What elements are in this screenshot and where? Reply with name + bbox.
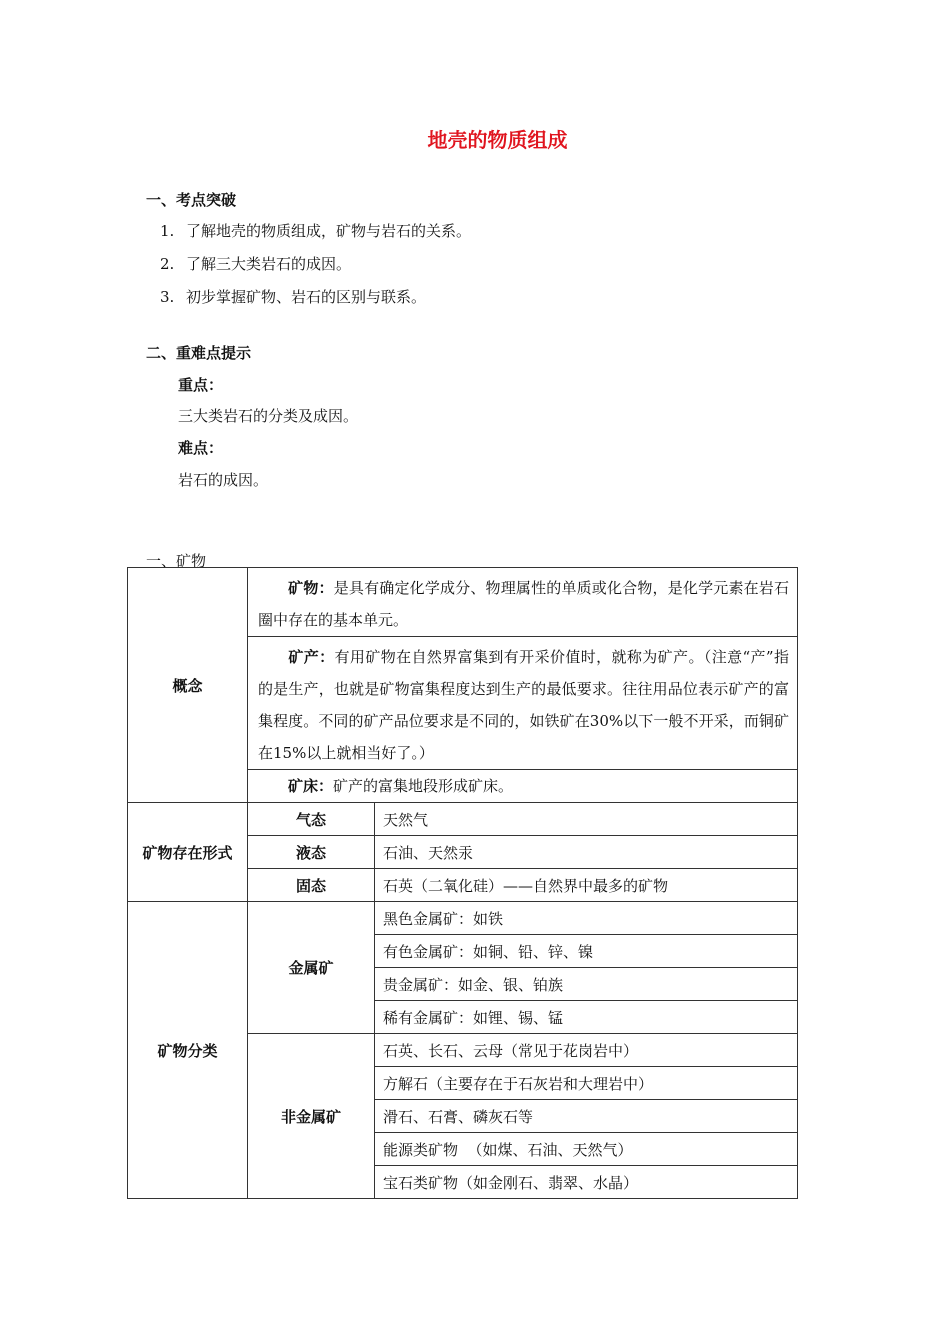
deposit-definition-text: 矿产的富集地段形成矿床。 (333, 777, 514, 795)
mineral-term: 矿物： (288, 579, 334, 597)
state-gas: 气态 (248, 803, 375, 836)
list-number: 1. (160, 222, 175, 240)
table-row (128, 902, 798, 935)
metal-ore-item: 有色金属矿：如铜、铅、锌、镍 (375, 935, 798, 968)
mineral-definition (248, 568, 798, 637)
metal-ore-item: 贵金属矿：如金、银、铂族 (375, 968, 798, 1001)
forms-label: 矿物存在形式 (128, 803, 248, 902)
table-row (128, 803, 798, 836)
list-number: 2. (160, 255, 175, 273)
list-text: 初步掌握矿物、岩石的区别与联系。 (186, 288, 427, 306)
mineral-definition-text: 是具有确定化学成分、物理属性的单质或化合物，是化学元素在岩石圈中存在的基本单元。 (258, 579, 789, 629)
difficult-point-text: 岩石的成因。 (178, 471, 269, 489)
deposit-definition (248, 770, 798, 803)
list-text: 了解地壳的物质组成，矿物与岩石的关系。 (186, 222, 472, 240)
state-solid: 固态 (248, 869, 375, 902)
ore-definition (248, 637, 798, 770)
difficult-point-label: 难点： (178, 439, 224, 457)
table-caption: 一、矿物 (146, 552, 207, 570)
key-point-label: 重点： (178, 376, 224, 394)
ore-term: 矿产： (288, 648, 335, 666)
state-liquid-value: 石油、天然汞 (375, 836, 798, 869)
list-item (160, 220, 471, 241)
list-item (160, 253, 351, 274)
state-liquid: 液态 (248, 836, 375, 869)
nonmetal-ore-label: 非金属矿 (248, 1034, 375, 1199)
table-row (128, 568, 798, 637)
list-text: 了解三大类岩石的成因。 (186, 255, 352, 273)
concept-label: 概念 (128, 568, 248, 803)
classification-label: 矿物分类 (128, 902, 248, 1199)
ore-definition-text: 有用矿物在自然界富集到有开采价值时，就称为矿产。（注意“产”指的是生产，也就是矿物富集程度达到生产的最低要求。往往用品位表示矿产的富集程度。不同的矿产品位要求是不同的，如铁矿在30%以下一般不开采，而铜矿在15%以上就相当好了。） (258, 648, 789, 762)
nonmetal-ore-item: 宝石类矿物（如金刚石、翡翠、水晶） (375, 1166, 798, 1199)
metal-ore-item: 黑色金属矿：如铁 (375, 902, 798, 935)
metal-ore-item: 稀有金属矿：如锂、锡、锰 (375, 1001, 798, 1034)
deposit-term: 矿床： (288, 777, 334, 795)
nonmetal-ore-item: 方解石（主要存在于石灰岩和大理岩中） (375, 1067, 798, 1100)
section-heading-exam-points: 一、考点突破 (146, 191, 237, 209)
section-heading-key-points: 二、重难点提示 (146, 344, 252, 362)
state-gas-value: 天然气 (375, 803, 798, 836)
metal-ore-label: 金属矿 (248, 902, 375, 1034)
list-item (160, 286, 426, 307)
nonmetal-ore-item: 能源类矿物 （如煤、石油、天然气） (375, 1133, 798, 1166)
nonmetal-ore-item: 滑石、石膏、磷灰石等 (375, 1100, 798, 1133)
key-point-text: 三大类岩石的分类及成因。 (178, 407, 359, 425)
state-solid-value: 石英（二氧化硅）——自然界中最多的矿物 (375, 869, 798, 902)
nonmetal-ore-item: 石英、长石、云母（常见于花岗岩中） (375, 1034, 798, 1067)
minerals-table (127, 567, 798, 1199)
page-title: 地壳的物质组成 (427, 128, 568, 152)
list-number: 3. (160, 288, 175, 306)
